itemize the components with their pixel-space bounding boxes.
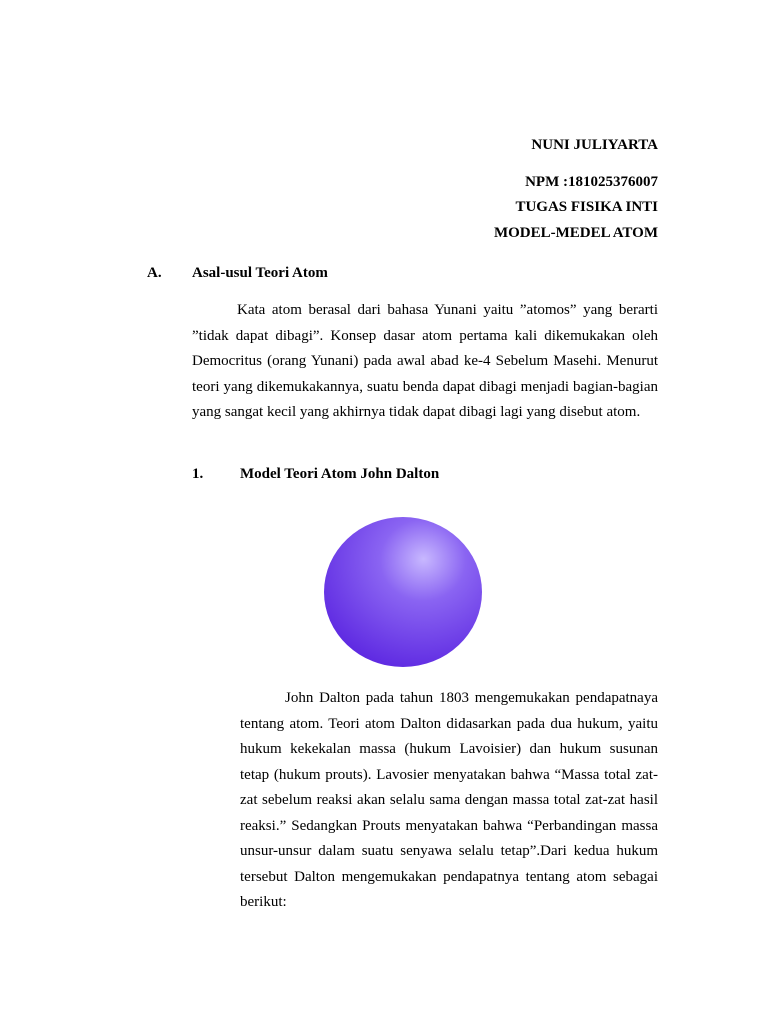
subsection-number: 1. xyxy=(192,466,204,482)
student-id: NPM :181025376007 xyxy=(525,174,658,190)
dalton-sphere-graphic xyxy=(322,515,484,669)
course-title: TUGAS FISIKA INTI xyxy=(515,199,658,215)
dalton-sphere-icon xyxy=(322,515,484,669)
author-name: NUNI JULIYARTA xyxy=(531,137,658,153)
sphere-body xyxy=(324,517,482,667)
document-title: MODEL-MEDEL ATOM xyxy=(493,225,658,241)
subsection-paragraph: John Dalton pada tahun 1803 mengemukakan pendapatnaya tentang atom. Teori atom Dalton didasarkan pada dua hukum, yaitu hukum kekekalan massa (hukum Lavoisier) dan hukum susunan tetap (hukum prouts). Lavosier menyatakan bahwa “Massa total zat-zat sebelum reaksi akan selalu sama dengan massa total zat-zat hasil reaksi.” Sedangkan Prouts menyatakan bahwa “Perbandingan massa unsur-unsur dalam suatu senyawa selalu tetap”.Dari kedua hukum tersebut Dalton mengemukakan pendapatnya tentang atom sebagai berikut: xyxy=(240,690,658,910)
subsection-heading: Model Teori Atom John Dalton xyxy=(240,466,440,482)
section-paragraph: Kata atom berasal dari bahasa Yunani yaitu ”atomos” yang berarti ”tidak dapat dibagi”. Konsep dasar atom pertama kali dikemukakan oleh Democritus (orang Yunani) pada awal abad ke-4 Sebelum Masehi. Menurut teori yang dikemukakannya, suatu benda dapat dibagi menjadi bagian-bagian yang sangat kecil yang akhirnya tidak dapat dibagi lagi yang disebut atom. xyxy=(192,302,658,420)
section-heading: Asal-usul Teori Atom xyxy=(192,265,328,281)
section-letter: A. xyxy=(147,265,162,281)
